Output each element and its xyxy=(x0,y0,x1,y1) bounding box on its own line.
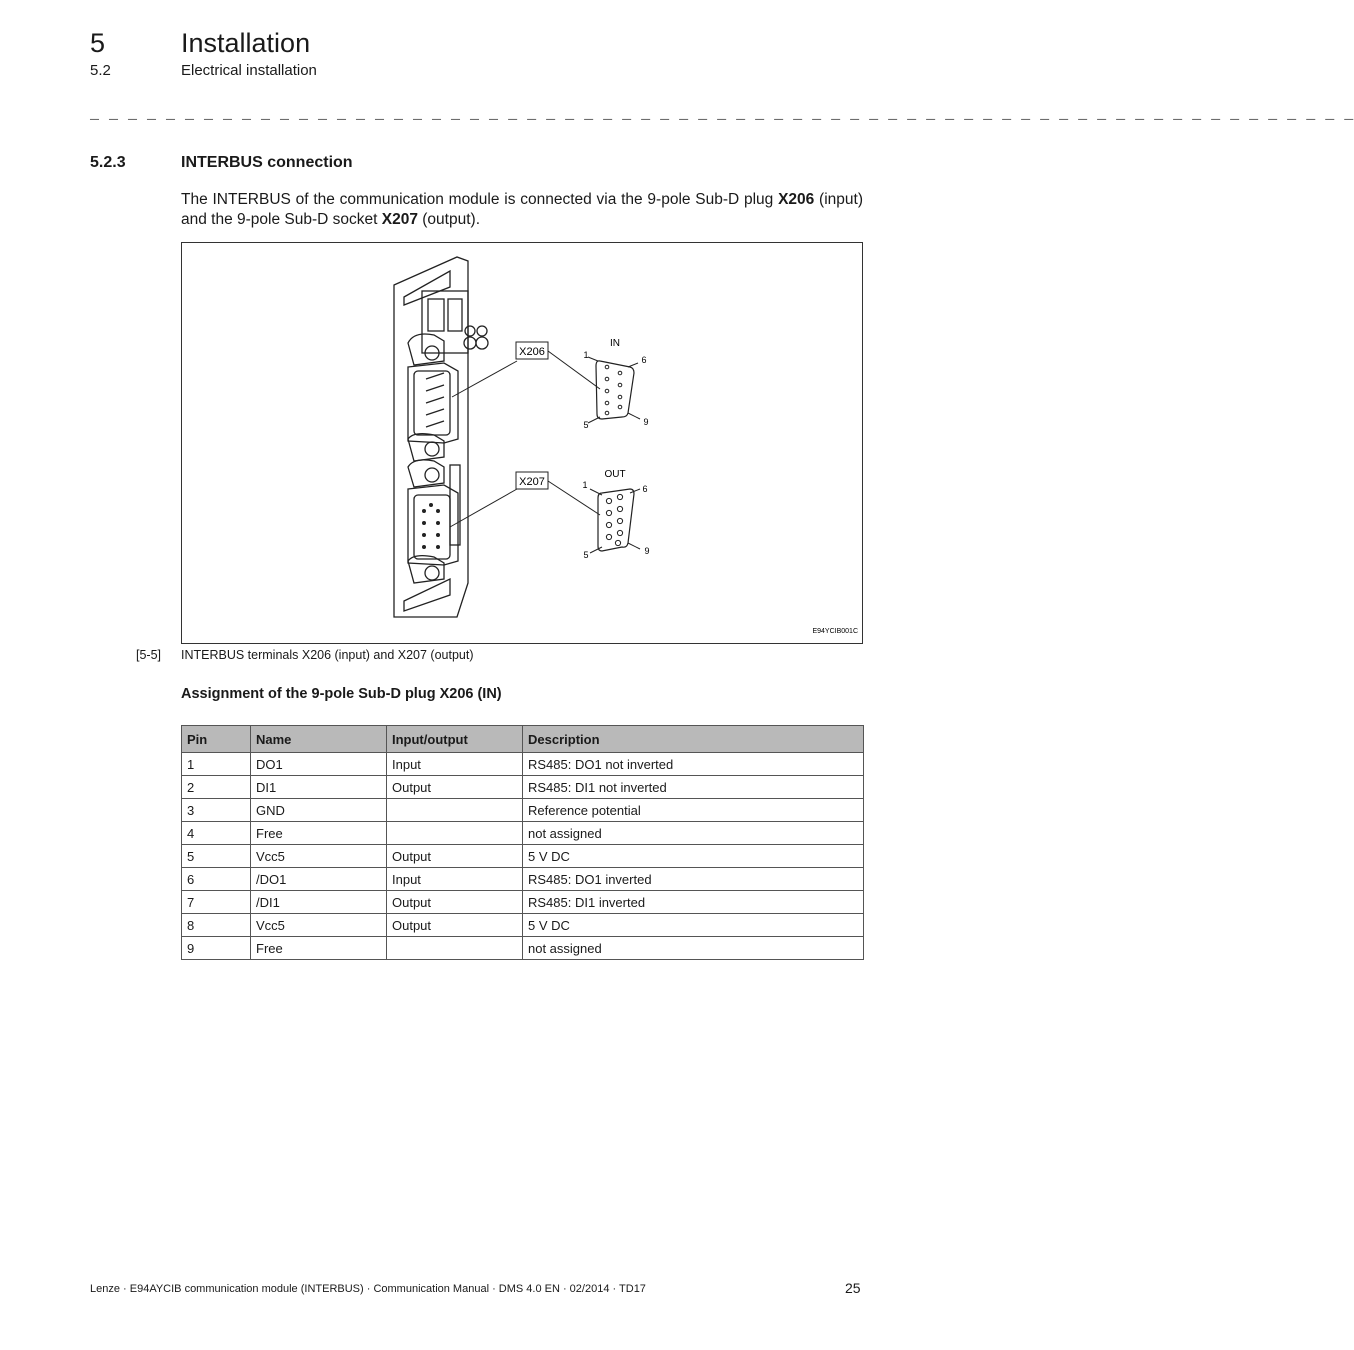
cell-description: Reference potential xyxy=(523,799,864,822)
cell-description: not assigned xyxy=(523,822,864,845)
intro-x207: X207 xyxy=(381,210,418,228)
cell-io: Output xyxy=(387,845,523,868)
cell-name: DI1 xyxy=(251,776,387,799)
in-pin-1: 1 xyxy=(583,350,589,360)
cell-io xyxy=(387,937,523,960)
intro-text-1: The INTERBUS of the communication module is connected via the 9-pole Sub-D plug xyxy=(181,191,779,208)
connector-figure xyxy=(181,242,863,644)
cell-pin: 8 xyxy=(182,914,251,937)
header-separator: _ _ _ _ _ _ _ _ _ _ _ _ _ _ _ _ _ _ _ _ _ _ _ _ _ _ _ _ _ _ _ _ _ _ _ _ _ _ _ _ _ _ _ _ _ _ _ _ _ _ _ _ _ _ _ _ _ _ _ _ _ _ _ _ _ _ _ xyxy=(90,106,1354,123)
cell-name: /DI1 xyxy=(251,891,387,914)
cell-name: Vcc5 xyxy=(251,914,387,937)
cell-pin: 4 xyxy=(182,822,251,845)
table-row xyxy=(182,914,864,937)
figure-code: E94YCIB001C xyxy=(812,628,858,635)
cell-description: not assigned xyxy=(523,937,864,960)
table-row xyxy=(182,822,864,845)
section-title: Electrical installation xyxy=(181,62,317,79)
cell-io: Input xyxy=(387,868,523,891)
figure-caption: INTERBUS terminals X206 (input) and X207 (output) xyxy=(181,648,474,662)
cell-name: /DO1 xyxy=(251,868,387,891)
out-pin-9: 9 xyxy=(644,546,650,556)
connector-diagram xyxy=(182,243,862,643)
intro-text-2: (input) and the 9-pole Sub-D socket xyxy=(181,191,863,228)
table-header-row xyxy=(182,726,864,753)
intro-paragraph xyxy=(181,190,863,229)
cell-name: Free xyxy=(251,937,387,960)
cell-name: DO1 xyxy=(251,753,387,776)
header-pin: Pin xyxy=(182,726,251,753)
cell-pin: 3 xyxy=(182,799,251,822)
cell-io: Output xyxy=(387,891,523,914)
cell-pin: 7 xyxy=(182,891,251,914)
cell-description: RS485: DI1 inverted xyxy=(523,891,864,914)
cell-name: Vcc5 xyxy=(251,845,387,868)
cell-io xyxy=(387,822,523,845)
header-name: Name xyxy=(251,726,387,753)
header-description: Description xyxy=(523,726,864,753)
pin-assignment-table xyxy=(181,725,864,960)
header-input-output: Input/output xyxy=(387,726,523,753)
label-in: IN xyxy=(610,338,620,349)
cell-name: Free xyxy=(251,822,387,845)
table-row xyxy=(182,891,864,914)
table-row xyxy=(182,868,864,891)
cell-description: 5 V DC xyxy=(523,914,864,937)
subsection-number: 5.2.3 xyxy=(90,154,126,171)
table-row xyxy=(182,799,864,822)
cell-io: Output xyxy=(387,776,523,799)
cell-description: RS485: DO1 not inverted xyxy=(523,753,864,776)
cell-pin: 1 xyxy=(182,753,251,776)
table-row xyxy=(182,937,864,960)
table-row xyxy=(182,845,864,868)
in-pin-5: 5 xyxy=(583,420,589,430)
in-pin-9: 9 xyxy=(643,417,649,427)
cell-io: Output xyxy=(387,914,523,937)
cell-pin: 9 xyxy=(182,937,251,960)
table-title: Assignment of the 9-pole Sub-D plug X206 (IN) xyxy=(181,686,502,702)
table-row xyxy=(182,776,864,799)
cell-pin: 6 xyxy=(182,868,251,891)
cell-name: GND xyxy=(251,799,387,822)
out-pin-5: 5 xyxy=(583,550,589,560)
in-pin-6: 6 xyxy=(641,355,647,365)
footer-text: Lenze · E94AYCIB communication module (INTERBUS) · Communication Manual · DMS 4.0 EN · 02/2014 · TD17 xyxy=(90,1283,646,1295)
cell-io: Input xyxy=(387,753,523,776)
out-pin-1: 1 xyxy=(582,480,588,490)
label-x206: X206 xyxy=(519,346,545,358)
subsection-title: INTERBUS connection xyxy=(181,154,353,171)
figure-caption-number: [5-5] xyxy=(136,648,162,662)
page-number: 25 xyxy=(845,1280,861,1296)
table-row xyxy=(182,753,864,776)
cell-description: RS485: DI1 not inverted xyxy=(523,776,864,799)
cell-pin: 5 xyxy=(182,845,251,868)
chapter-title: Installation xyxy=(181,28,311,58)
cell-description: 5 V DC xyxy=(523,845,864,868)
intro-text-3: (output). xyxy=(417,210,480,228)
section-number: 5.2 xyxy=(90,62,111,79)
label-out: OUT xyxy=(604,469,626,480)
intro-x206: X206 xyxy=(778,191,815,208)
cell-description: RS485: DO1 inverted xyxy=(523,868,864,891)
cell-io xyxy=(387,799,523,822)
cell-pin: 2 xyxy=(182,776,251,799)
chapter-number: 5 xyxy=(90,28,106,58)
out-pin-6: 6 xyxy=(642,484,648,494)
label-x207: X207 xyxy=(519,476,545,488)
